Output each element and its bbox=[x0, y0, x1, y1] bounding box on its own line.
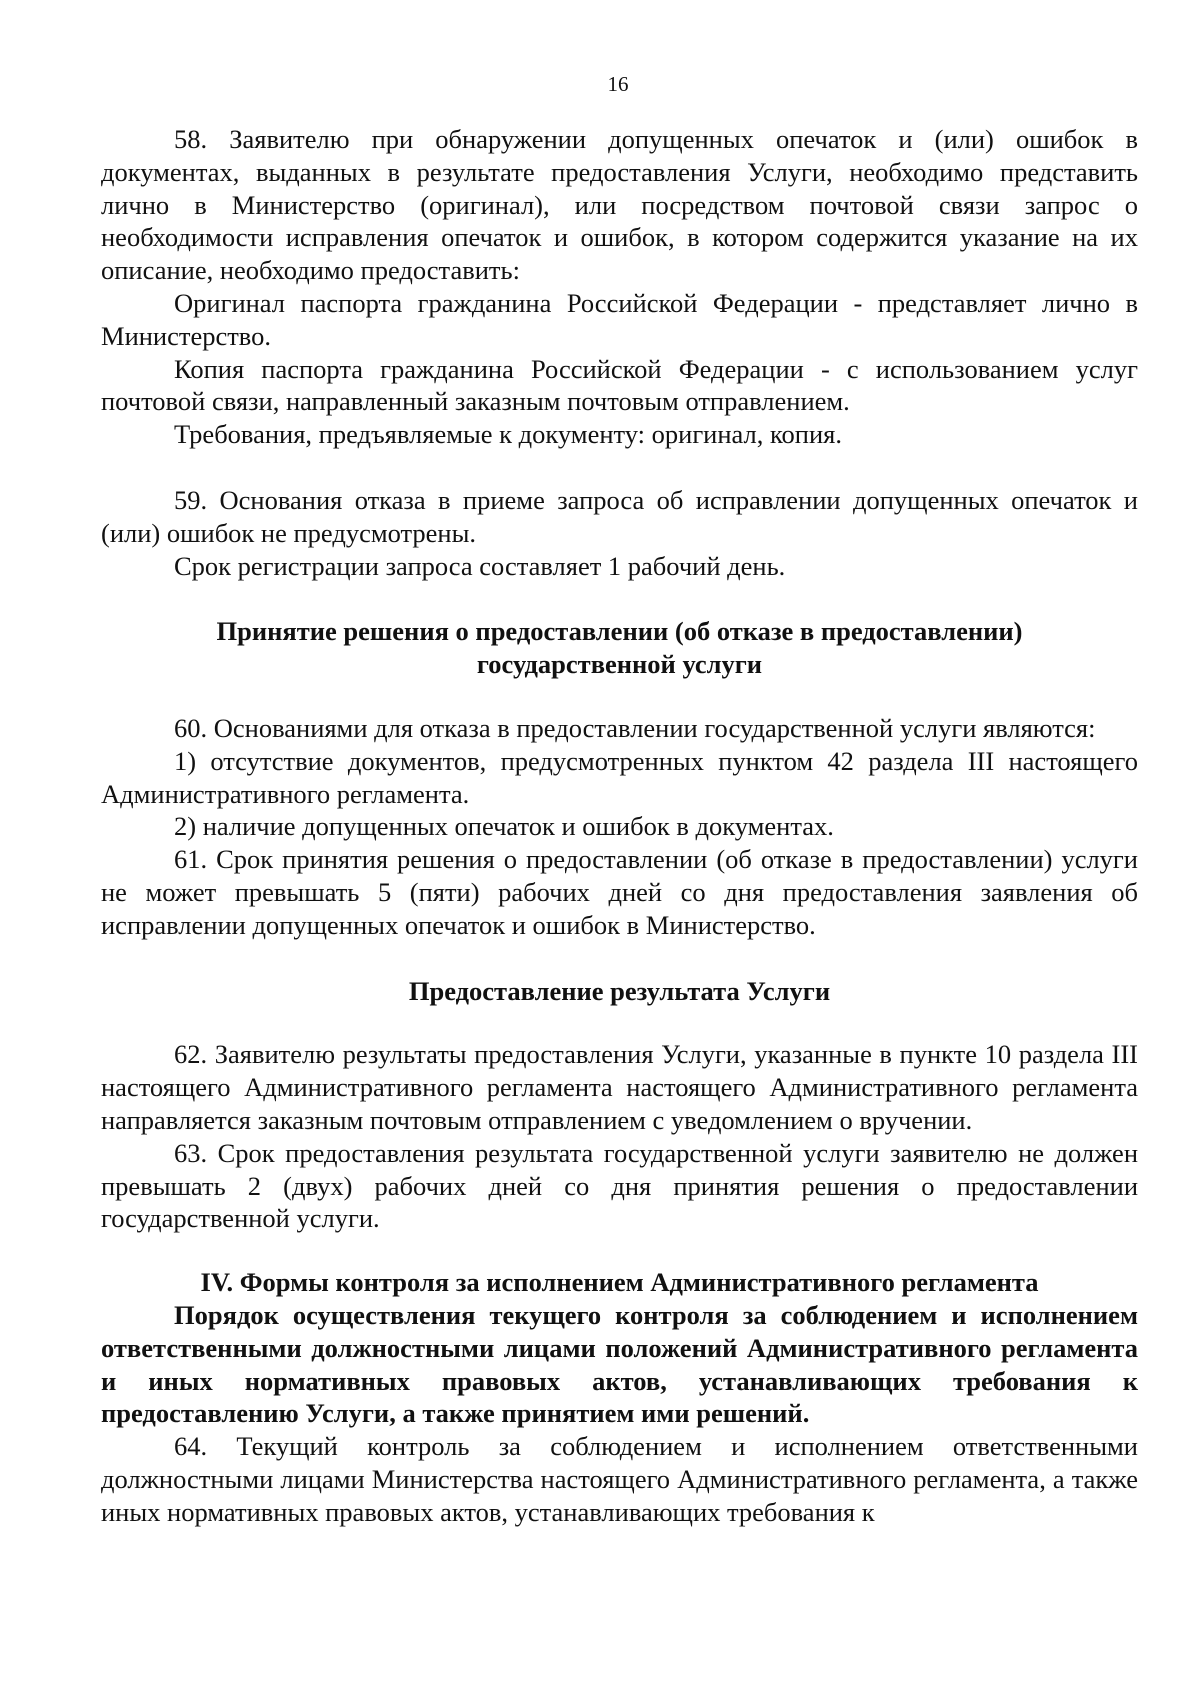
paragraph-58: 58. Заявителю при обнаружении допущенных опечаток и (или) ошибок в документах, выданных в результате предоставления Услуги, необходимо представить лично в Министерство (оригинал), или посредством почтовой связи запрос о необходимости исправления опечаток и ошибок, в котором содержится указание на их описание, необходимо предоставить: bbox=[101, 124, 1138, 286]
paragraph-60: 60. Основаниями для отказа в предоставлении государственной услуги являются: bbox=[174, 712, 1096, 743]
chapter-heading-iv: IV. Формы контроля за исполнением Административного регламента bbox=[200, 1267, 1039, 1298]
paragraph-60-item-1: 1) отсутствие документов, предусмотренных пунктом 42 раздела III настоящего Административного регламента. bbox=[101, 745, 1138, 809]
paragraph-59: 59. Основания отказа в приеме запроса об исправлении допущенных опечаток и (или) ошибок не предусмотрены. bbox=[101, 484, 1138, 548]
section-heading-decision-line1: Принятие решения о предоставлении (об отказе в предоставлении) bbox=[216, 616, 1023, 647]
page-number: 16 bbox=[607, 72, 629, 96]
paragraph-63: 63. Срок предоставления результата государственной услуги заявителю не должен превышать 2 (двух) рабочих дней со дня принятия решения о предоставлении государственной услуги. bbox=[101, 1137, 1138, 1234]
paragraph-58-original: Оригинал паспорта гражданина Российской Федерации - представляет лично в Министерство. bbox=[101, 287, 1138, 351]
subsection-heading-control: Порядок осуществления текущего контроля за соблюдением и исполнением ответственными должностными лицами положений Административного регламента и иных нормативных правовых актов, устанавливающих требования к предоставлению Услуги, а также принятием ими решений. bbox=[101, 1299, 1138, 1429]
paragraph-60-item-2: 2) наличие допущенных опечаток и ошибок в документах. bbox=[174, 811, 834, 842]
document-body bbox=[101, 123, 1138, 1528]
paragraph-62: 62. Заявителю результаты предоставления Услуги, указанные в пункте 10 раздела III настоящего Административного регламента настоящего Административного регламента направляется заказным почтовым отправлением с уведомлением о вручении. bbox=[101, 1039, 1138, 1135]
paragraph-61: 61. Срок принятия решения о предоставлении (об отказе в предоставлении) услуги не может превышать 5 (пяти) рабочих дней со дня предоставления заявления об исправлении допущенных опечаток и ошибок в Министерство. bbox=[101, 844, 1138, 940]
section-heading-decision-line2: государственной услуги bbox=[476, 649, 763, 680]
section-heading-result: Предоставление результата Услуги bbox=[408, 975, 831, 1006]
paragraph-64: 64. Текущий контроль за соблюдением и исполнением ответственными должностными лицами Министерства настоящего Административного регламента, а также иных нормативных правовых актов, устанавливающих требования к bbox=[101, 1431, 1138, 1527]
section-heading-decision bbox=[101, 615, 1138, 681]
paragraph-58-copy: Копия паспорта гражданина Российской Федерации - с использованием услуг почтовой связи, направленный заказным почтовым отправлением. bbox=[101, 353, 1138, 417]
paragraph-58-requirements: Требования, предъявляемые к документу: оригинал, копия. bbox=[174, 419, 842, 450]
paragraph-59-term: Срок регистрации запроса составляет 1 рабочий день. bbox=[174, 550, 786, 581]
